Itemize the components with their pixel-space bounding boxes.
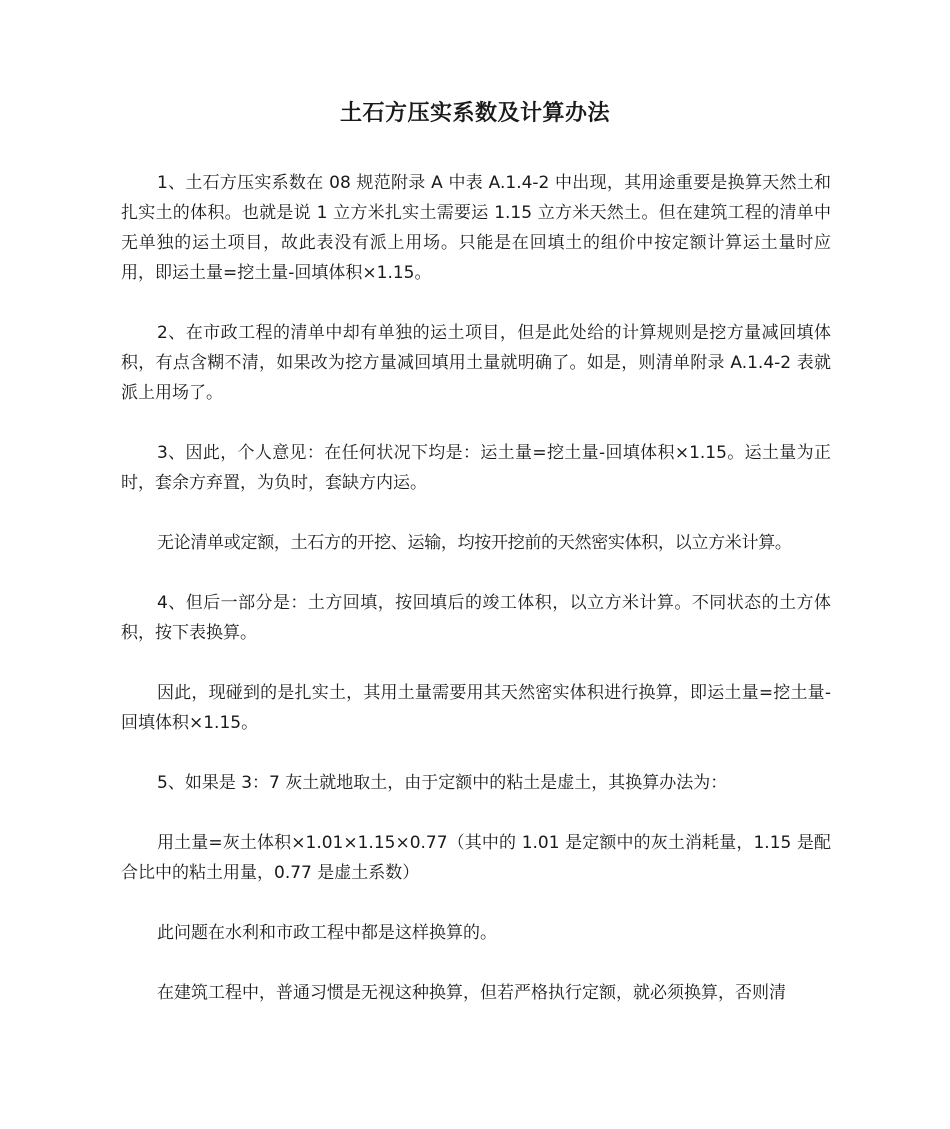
paragraph-10: 在建筑工程中，普通习惯是无视这种换算，但若严格执行定额，就必须换算，否则清 <box>157 983 786 1003</box>
paragraph-4: 无论清单或定额，土石方的开挖、运输，均按开挖前的天然密实体积，以立方米计算。 <box>157 533 792 553</box>
paragraph-8: 用土量=灰土体积×1.01×1.15×0.77（其中的 1.01 是定额中的灰土消耗量，1.15 是配合比中的粘土用量，0.77 是虚土系数） <box>121 833 831 883</box>
document-body <box>121 168 831 1038</box>
paragraph-2: 2、在市政工程的清单中却有单独的运土项目，但是此处给的计算规则是挖方量减回填体积，有点含糊不清，如果改为挖方量减回填用土量就明确了。如是，则清单附录 A.1.4-2 表就派上用场了。 <box>121 323 831 403</box>
paragraph-7: 5、如果是 3：7 灰土就地取土，由于定额中的粘土是虚土，其换算办法为： <box>157 773 728 793</box>
paragraph-9: 此问题在水利和市政工程中都是这样换算的。 <box>157 923 497 943</box>
paragraph-3: 3、因此，个人意见：在任何状况下均是：运土量=挖土量-回填体积×1.15。运土量为正时，套余方弃置，为负时，套缺方内运。 <box>121 443 831 493</box>
paragraph-6: 因此，现碰到的是扎实土，其用土量需要用其天然密实体积进行换算，即运土量=挖土量-回填体积×1.15。 <box>121 683 831 733</box>
paragraph-5: 4、但后一部分是：土方回填，按回填后的竣工体积，以立方米计算。不同状态的土方体积，按下表换算。 <box>121 593 831 643</box>
paragraph-1: 1、土石方压实系数在 08 规范附录 A 中表 A.1.4-2 中出现，其用途重要是换算天然土和扎实土的体积。也就是说 1 立方米扎实土需要运 1.15 立方米天然土。但在建筑工程的清单中无单独的运土项目，故此表没有派上用场。只能是在回填土的组价中按定额计算运土量时应用，即运土量=挖土量-回填体积×1.15。 <box>121 173 831 283</box>
page-title: 土石方压实系数及计算办法 <box>339 101 610 126</box>
